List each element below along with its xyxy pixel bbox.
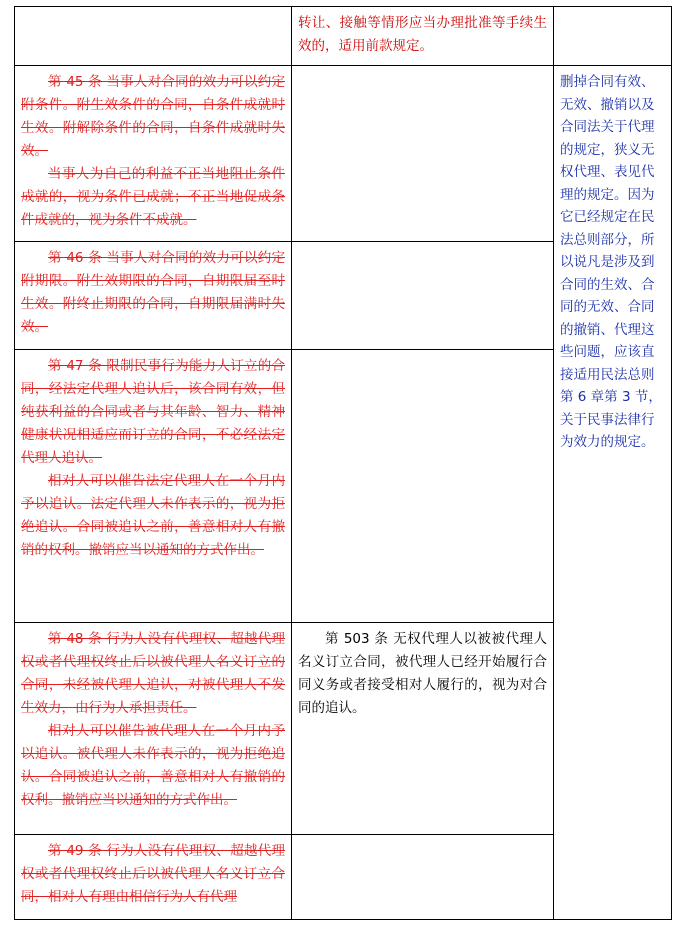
new-article-503: 第 503 条 无权代理人以被被代理人名义订立合同，被代理人已经开始履行合同义务或者接受相对人履行的，视为对合同的追认。 [298, 631, 547, 716]
deleted-paragraph: 相对人可以催告被代理人在一个月内予以追认。被代理人未作表示的，视为拒绝追认。合同被追认之前，善意相对人有撤销的权利。撤销应当以通知的方式作出。 [21, 723, 285, 808]
table-row [15, 7, 672, 66]
old-law-cell [15, 7, 292, 66]
note-cell [554, 66, 672, 920]
deleted-paragraph: 相对人可以催告法定代理人在一个月内予以追认。法定代理人未作表示的，视为拒绝追认。合同被追认之前，善意相对人有撤销的权利。撤销应当以通知的方式作出。 [21, 473, 285, 558]
new-article-text: 转让、接触等情形应当办理批准等手续生效的，适用前款规定。 [298, 15, 547, 54]
new-law-cell [292, 835, 554, 920]
new-law-cell [292, 242, 554, 350]
old-law-cell [15, 835, 292, 920]
deleted-article-45: 第 45 条 当事人对合同的效力可以约定附条件。附生效条件的合同，自条件成就时生效。附解除条件的合同，自条件成就时失效。 [21, 74, 285, 159]
new-law-cell [292, 7, 554, 66]
new-law-cell [292, 350, 554, 623]
table-row [15, 66, 672, 242]
commentary-note: 删掉合同有效、无效、撤销以及合同法关于代理的规定，狭义无权代理、表见代理的规定。因为它已经规定在民法总则部分，所以说凡是涉及到合同的生效、合同的无效、合同的撤销、代理这些问题，应该直接适用民法总则第 6 章第 3 节，关于民事法律行为效力的规定。 [560, 74, 662, 450]
note-cell [554, 7, 672, 66]
new-law-cell [292, 623, 554, 835]
deleted-paragraph: 当事人为自己的利益不正当地阻止条件成就的，视为条件已成就；不正当地促成条件成就的，视为条件不成就。 [21, 166, 285, 228]
old-law-cell [15, 242, 292, 350]
old-law-cell [15, 66, 292, 242]
old-law-cell [15, 350, 292, 623]
old-law-cell [15, 623, 292, 835]
comparison-table [14, 6, 672, 920]
deleted-article-46: 第 46 条 当事人对合同的效力可以约定附期限。附生效期限的合同，自期限届至时生效。附终止期限的合同，自期限届满时失效。 [21, 250, 285, 335]
deleted-article-49: 第 49 条 行为人没有代理权、超越代理权或者代理权终止后以被代理人名义订立合同，相对人有理由相信行为人有代理 [21, 843, 285, 905]
new-law-cell [292, 66, 554, 242]
deleted-article-48: 第 48 条 行为人没有代理权、超越代理权或者代理权终止后以被代理人名义订立的合同，未经被代理人追认，对被代理人不发生效力，由行为人承担责任。 [21, 631, 285, 716]
deleted-article-47: 第 47 条 限制民事行为能力人订立的合同，经法定代理人追认后，该合同有效，但纯获利益的合同或者与其年龄、智力、精神健康状况相适应而订立的合同，不必经法定代理人追认。 [21, 358, 285, 466]
